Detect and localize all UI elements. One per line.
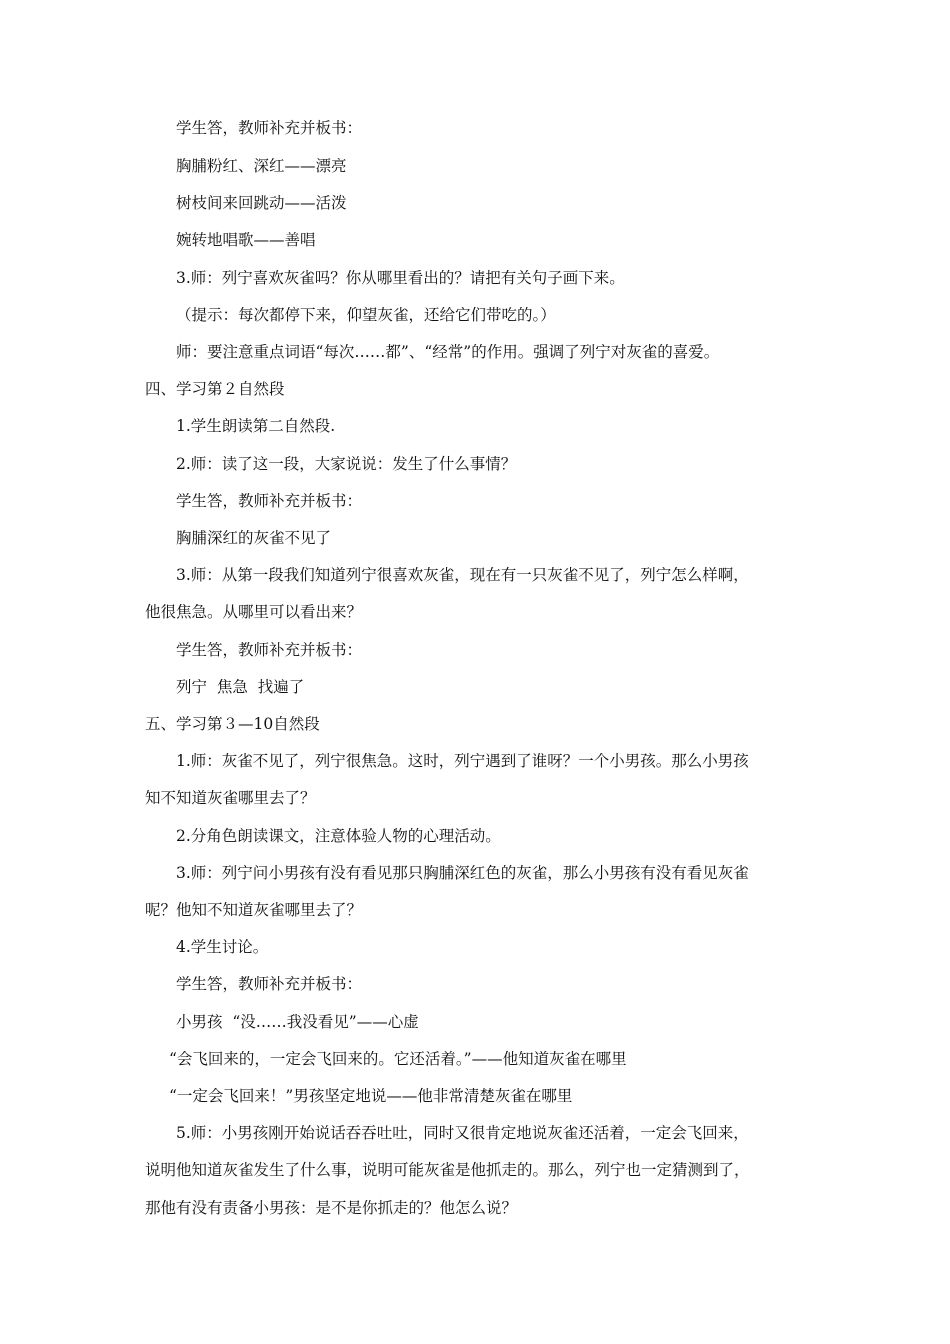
text-line: 学生答，教师补充并板书：: [176, 492, 363, 510]
text-line: 那他有没有责备小男孩：是不是你抓走的？他怎么说？: [145, 1199, 518, 1217]
text-line: 胸脯粉红、深红——漂亮: [176, 157, 347, 175]
text-line: 3.师：从第一段我们知道列宁很喜欢灰雀，现在有一只灰雀不见了，列宁怎么样啊，: [176, 566, 749, 584]
text-line: 树枝间来回跳动——活泼: [176, 194, 347, 212]
text-line: 学生答，教师补充并板书：: [176, 119, 363, 137]
text-line: 知不知道灰雀哪里去了？: [145, 789, 316, 807]
text-line: 1.师：灰雀不见了，列宁很焦急。这时，列宁遇到了谁呀？一个小男孩。那么小男孩: [176, 752, 749, 770]
text-line: 学生答，教师补充并板书：: [176, 975, 363, 993]
text-line: “一定会飞回来！”男孩坚定地说——他非常清楚灰雀在哪里: [169, 1087, 573, 1105]
text-line: 3.师：列宁喜欢灰雀吗？你从哪里看出的？请把有关句子画下来。: [176, 269, 625, 287]
text-line: 2.师：读了这一段，大家说说：发生了什么事情？: [176, 455, 517, 473]
text-line: “会飞回来的，一定会飞回来的。它还活着。”——他知道灰雀在哪里: [169, 1050, 627, 1068]
text-line: 1.学生朗读第二自然段.: [176, 417, 336, 435]
text-line: 说明他知道灰雀发生了什么事，说明可能灰雀是他抓走的。那么，列宁也一定猜测到了，: [145, 1161, 750, 1179]
text-line: 列宁 焦急 找遍了: [176, 678, 305, 696]
text-line: 呢？他知不知道灰雀哪里去了？: [145, 901, 363, 919]
text-line: 5.师：小男孩刚开始说话吞吞吐吐，同时又很肯定地说灰雀还活着，一定会飞回来，: [176, 1124, 749, 1142]
text-line: 胸脯深红的灰雀不见了: [176, 529, 332, 547]
text-line: 4.学生讨论。: [176, 938, 269, 956]
text-line: 师：要注意重点词语“每次……都”、“经常”的作用。强调了列宁对灰雀的喜爱。: [176, 343, 720, 361]
text-line: 3.师：列宁问小男孩有没有看见那只胸脯深红色的灰雀，那么小男孩有没有看见灰雀: [176, 864, 749, 882]
text-line: （提示：每次都停下来，仰望灰雀，还给它们带吃的。）: [176, 306, 556, 324]
text-line: 学生答，教师补充并板书：: [176, 641, 363, 659]
text-line: 2.分角色朗读课文，注意体验人物的心理活动。: [176, 827, 501, 845]
text-line: 他很焦急。从哪里可以看出来？: [145, 603, 363, 621]
section-heading: 四、学习第２自然段: [145, 380, 285, 398]
text-line: 婉转地唱歌——善唱: [176, 231, 316, 249]
section-heading: 五、学习第３—10自然段: [145, 715, 320, 733]
text-line: 小男孩 “没……我没看见”——心虚: [176, 1013, 419, 1031]
